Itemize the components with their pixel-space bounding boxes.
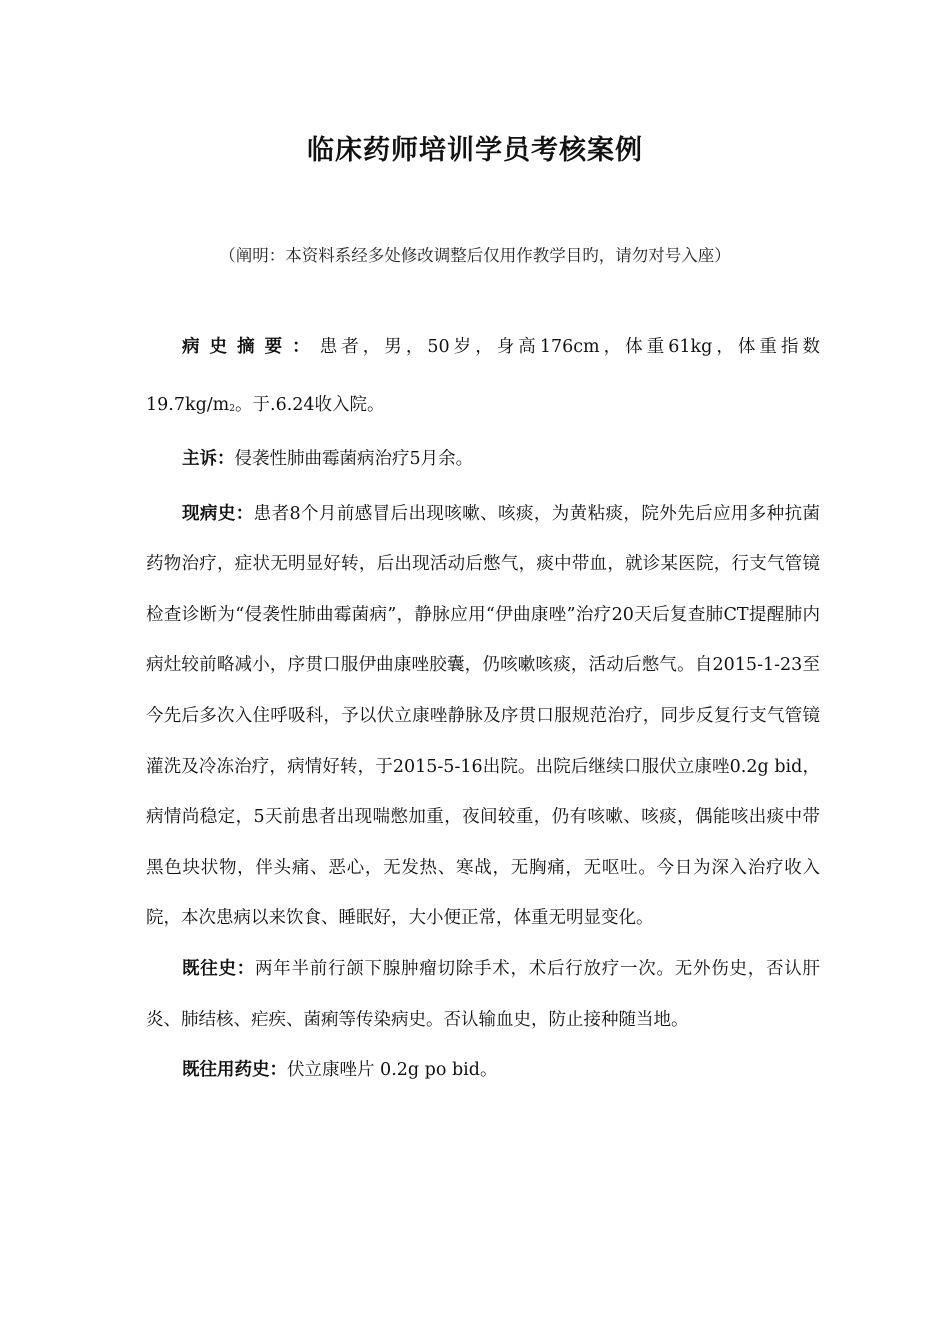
past-history-label: 既往史： [182, 958, 255, 979]
present-illness-text: 患者8个月前感冒后出现咳嗽、咳痰，为黄粘痰，院外先后应用多种抗菌药物治疗，症状无明显好转，后出现活动后憋气，痰中带血，就诊某医院，行支气管镜检查诊断为“侵袭性肺曲霉菌病”，静脉应用“伊曲康唑”治疗20天后复查肺CT提醒肺内病灶较前略减小，序贯口服伊曲康唑胶囊，仍咳嗽咳痰，活动后憋气。自2015-1-23至今先后多次入住呼吸科，予以伏立康唑静脉及序贯口服规范治疗，同步反复行支气管镜灌洗及冷冻治疗，病情好转，于2015-5-16出院。出院后继续口服伏立康唑0.2g bid，病情尚稳定，5天前患者出现喘憋加重，夜间较重，仍有咳嗽、咳痰，偶能咳出痰中带黑色块状物，伴头痛、恶心，无发热、寒战，无胸痛，无呕吐。今日为深入治疗收入院，本次患病以来饮食、睡眠好，大小便正常，体重无明显变化。 [146, 503, 821, 929]
document-title: 临床药师培训学员考核案例 [307, 135, 643, 166]
history-summary-text-end: 。于.6.24收入院。 [235, 395, 385, 415]
present-illness-label: 现病史： [182, 503, 254, 524]
disclaimer-note: （阐明：本资料系经多处修改调整后仅用作教学目旳，请勿对号入座） [219, 246, 731, 265]
past-history-text: 两年半前行颌下腺肿瘤切除手术，术后行放疗一次。无外伤史，否认肝炎、肺结核、疟疾、菌痢等传染病史。否认输血史，防止接种随当地。 [146, 958, 820, 1030]
past-history-paragraph [146, 944, 820, 1045]
past-medication-text: 伏立康唑片 0.2g po bid。 [287, 1060, 498, 1081]
case-body [146, 318, 820, 1096]
history-summary-paragraph [146, 318, 820, 434]
past-medication-paragraph [146, 1045, 820, 1096]
chief-complaint-label: 主诉： [182, 449, 235, 469]
past-medication-label: 既往用药史： [182, 1060, 287, 1081]
unit-superscript: 2 [229, 404, 235, 414]
history-summary-label: 病史摘要： [182, 337, 320, 357]
history-summary-text: 患者，男，50岁，身高176cm，体重61kg，体重指数19.7kg/m [146, 337, 821, 415]
present-illness-paragraph [146, 489, 820, 944]
chief-complaint-text: 侵袭性肺曲霉菌病治疗5月余。 [234, 449, 474, 469]
chief-complaint-paragraph [146, 434, 820, 485]
